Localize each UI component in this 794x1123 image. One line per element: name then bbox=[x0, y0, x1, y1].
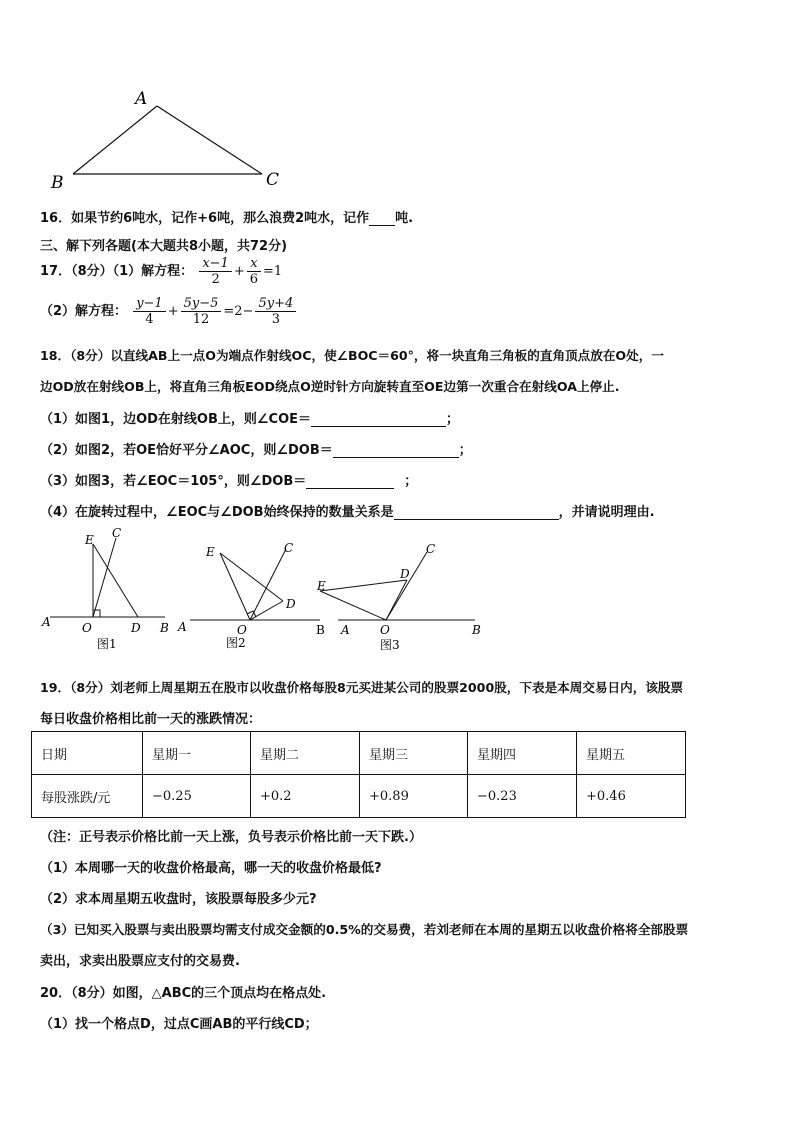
side-ab bbox=[73, 106, 157, 174]
fig3-label-o: O bbox=[380, 623, 390, 637]
q17-eq2-fraction-1 bbox=[133, 296, 166, 327]
table-header-cell: 星期四 bbox=[468, 732, 577, 775]
figure-1 bbox=[41, 528, 169, 651]
section-3-title: 三、解下列各题(本大题共8小题，共72分) bbox=[40, 239, 288, 254]
q19-line2: 每日收盘价格相比前一天的涨跌情况： bbox=[40, 712, 262, 727]
table-header-cell: 日期 bbox=[32, 732, 143, 775]
q19-part2: （2）求本周星期五收盘时，该股票每股多少元? bbox=[40, 892, 317, 907]
q17-plus: + bbox=[233, 264, 245, 279]
q18-p4-text: （4）在旋转过程中，∠EOC与∠DOB始终保持的数量关系是 bbox=[40, 505, 394, 520]
fig3-caption: 图3 bbox=[380, 638, 400, 652]
q16-text: 16．如果节约6吨水，记作+6吨，那么浪费2吨水，记作 bbox=[40, 211, 370, 226]
figure-2 bbox=[177, 541, 325, 650]
q19-note: （注：正号表示价格比前一天上涨，负号表示价格比前一天下跌.） bbox=[40, 830, 422, 845]
q17-eq2-f3-den: 3 bbox=[271, 312, 280, 327]
label-c: C bbox=[266, 170, 280, 190]
q17-eq2-f2-den: 12 bbox=[192, 312, 210, 327]
q17-eq2-f2-num: 5y−5 bbox=[181, 296, 222, 312]
fig3-label-c: C bbox=[426, 542, 436, 556]
question-17-part2 bbox=[40, 296, 298, 327]
table-header-cell: 星期二 bbox=[251, 732, 360, 775]
fig2-label-c: C bbox=[284, 541, 294, 555]
fig1-label-e: E bbox=[85, 533, 94, 547]
q17-fraction-1 bbox=[199, 256, 232, 287]
fig1-label-d: D bbox=[131, 621, 141, 635]
q16-suffix: 吨. bbox=[395, 211, 414, 226]
q17-f2-den: 6 bbox=[249, 272, 259, 287]
table-cell: +0.89 bbox=[360, 775, 468, 818]
question-17-part1 bbox=[40, 256, 282, 287]
q18-p3-end: ； bbox=[404, 474, 418, 489]
q18-p4-end: ，并请说明理由. bbox=[558, 505, 655, 520]
fig3-label-e: E bbox=[317, 579, 326, 593]
q16-answer-blank bbox=[369, 211, 395, 226]
q18-part2 bbox=[40, 439, 472, 458]
q18-part1 bbox=[40, 408, 459, 427]
q18-figures bbox=[30, 528, 500, 656]
table-header-cell: 星期三 bbox=[360, 732, 468, 775]
fig2-label-b: B bbox=[316, 623, 325, 637]
q19-part3-line2: 卖出，求卖出股票应支付的交易费. bbox=[40, 954, 240, 969]
q17-eq2-fraction-3 bbox=[255, 296, 296, 327]
q17-rhs: =1 bbox=[263, 264, 283, 279]
fig1-label-b: B bbox=[160, 621, 169, 635]
q17-eq2-plus: + bbox=[167, 304, 179, 319]
table-cell: +0.2 bbox=[251, 775, 360, 818]
table-cell: −0.25 bbox=[143, 775, 251, 818]
table-cell: 每股涨跌/元 bbox=[32, 775, 143, 818]
q18-p2-blank bbox=[333, 443, 459, 458]
fig3-label-d: D bbox=[400, 567, 410, 581]
question-16 bbox=[40, 207, 413, 226]
q18-p3-blank bbox=[306, 474, 394, 489]
table-cell: +0.46 bbox=[577, 775, 686, 818]
table-header-cell: 星期一 bbox=[143, 732, 251, 775]
q17-f2-num: x bbox=[247, 256, 261, 272]
fig1-label-a: A bbox=[42, 615, 51, 629]
table-cell: −0.23 bbox=[468, 775, 577, 818]
q18-part3 bbox=[40, 470, 417, 489]
q18-line1: 18．（8分）以直线AB上一点O为端点作射线OC，使∠BOC＝60°，将一块直角三角板的直角顶点放在O处，一 bbox=[40, 348, 664, 363]
table-header-row bbox=[32, 732, 686, 775]
q19-line1: 19．（8分）刘老师上周星期五在股市以收盘价格每股8元买进某公司的股票2000股，下表是本周交易日内，该股票 bbox=[40, 680, 684, 695]
q20-part1: （1）找一个格点D，过点C画AB的平行线CD； bbox=[40, 1017, 318, 1032]
q18-p1-blank bbox=[311, 412, 446, 427]
fig3-label-a: A bbox=[341, 623, 350, 637]
side-ac bbox=[157, 106, 262, 174]
q18-p1-text: （1）如图1，边OD在射线OB上，则∠COE＝ bbox=[40, 412, 312, 427]
q17-eq2-f3-num: 5y+4 bbox=[255, 296, 296, 312]
q19-part1: （1）本周哪一天的收盘价格最高，哪一天的收盘价格最低? bbox=[40, 861, 382, 876]
q17-fraction-2 bbox=[247, 256, 261, 287]
price-change-table bbox=[31, 731, 686, 818]
q17-part2-label: （2）解方程： bbox=[40, 304, 128, 319]
q17-eq2-mid: =2− bbox=[223, 304, 254, 319]
label-b: B bbox=[51, 173, 64, 193]
q18-p4-blank bbox=[394, 505, 559, 520]
q18-p2-text: （2）如图2，若OE恰好平分∠AOC，则∠DOB＝ bbox=[40, 443, 333, 458]
fig1-label-c: C bbox=[112, 528, 122, 540]
fig2-label-d: D bbox=[286, 597, 296, 611]
fig2-caption: 图2 bbox=[226, 636, 246, 650]
fig2-label-o: O bbox=[237, 623, 247, 637]
q18-p1-end: ； bbox=[446, 412, 460, 427]
q17-eq2-f1-den: 4 bbox=[145, 312, 154, 327]
q17-eq2-f1-num: y−1 bbox=[133, 296, 166, 312]
q18-p3-text: （3）如图3，若∠EOC＝105°，则∠DOB＝ bbox=[40, 474, 307, 489]
q17-eq2-fraction-2 bbox=[181, 296, 222, 327]
fig2-label-a: A bbox=[178, 620, 187, 634]
label-a: A bbox=[135, 89, 148, 109]
q19-part3-line1: （3）已知买入股票与卖出股票均需支付成交金额的0.5%的交易费，若刘老师在本周的星期五以收盘价格将全部股票 bbox=[40, 922, 689, 937]
triangle-abc-figure bbox=[40, 85, 300, 195]
fig1-caption: 图1 bbox=[97, 637, 117, 651]
q17-f1-den: 2 bbox=[211, 272, 220, 287]
fig1-label-o: O bbox=[82, 621, 92, 635]
table-row bbox=[32, 775, 686, 818]
figure-3 bbox=[316, 542, 481, 652]
q17-intro: 17．（8分）（1）解方程： bbox=[40, 264, 194, 279]
q17-f1-num: x−1 bbox=[199, 256, 232, 272]
q18-part4 bbox=[40, 501, 655, 520]
q20-line1: 20．（8分）如图，△ABC的三个顶点均在格点处. bbox=[40, 986, 327, 1001]
q18-line2: 边OD放在射线OB上，将直角三角板EOD绕点O逆时针方向旋转直至OE边第一次重合在射线OA上停止. bbox=[40, 379, 620, 394]
q18-p2-end: ； bbox=[458, 443, 472, 458]
table-header-cell: 星期五 bbox=[577, 732, 686, 775]
fig3-label-b: B bbox=[472, 623, 481, 637]
fig2-label-e: E bbox=[206, 545, 215, 559]
